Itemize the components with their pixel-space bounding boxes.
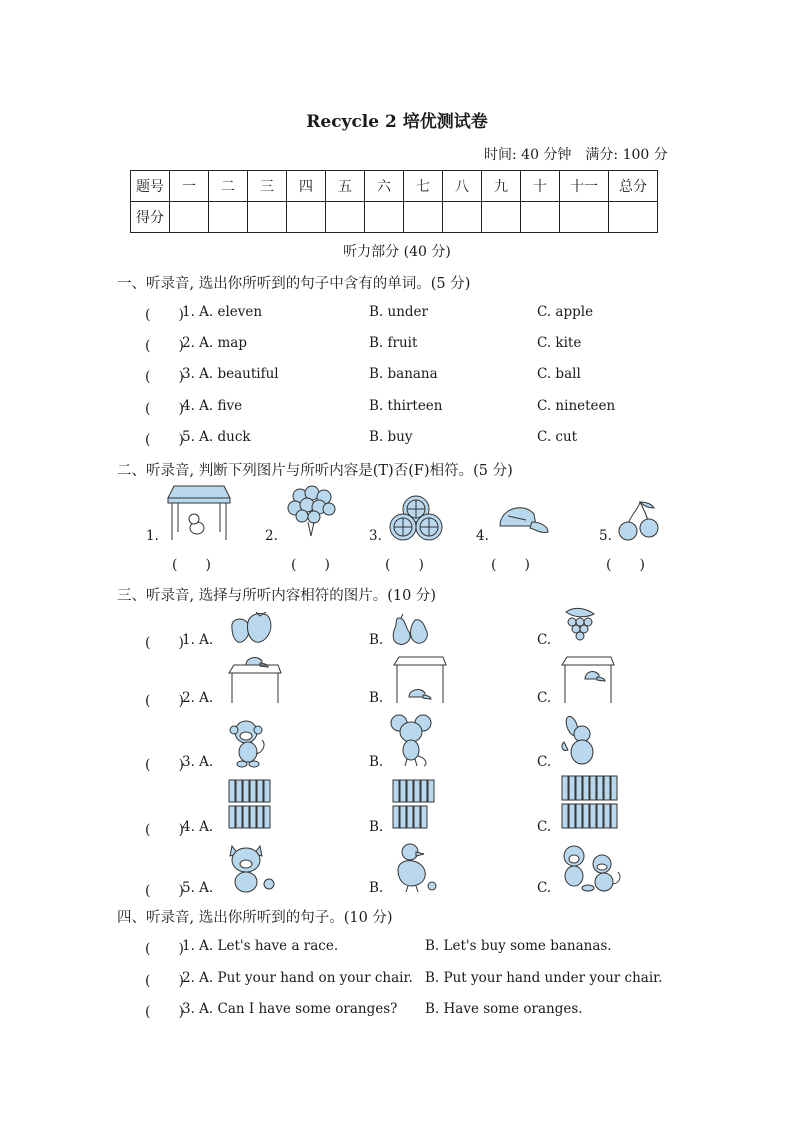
option-c: C. kite bbox=[537, 335, 582, 351]
score-input-cell[interactable] bbox=[365, 202, 404, 233]
option-a: 5. A. bbox=[182, 880, 214, 896]
answer-paren[interactable]: ( ) bbox=[145, 401, 184, 417]
answer-paren[interactable]: ( ) bbox=[145, 307, 184, 323]
score-cell: 五 bbox=[326, 171, 365, 202]
option-a: 2. A. map bbox=[182, 335, 247, 351]
option-b: B. thirteen bbox=[369, 398, 443, 414]
option-a: 2. A. Put your hand on your chair. bbox=[182, 970, 413, 986]
score-cell: 六 bbox=[365, 171, 404, 202]
score-cell: 八 bbox=[443, 171, 482, 202]
option-a: 4. A. bbox=[182, 819, 214, 835]
score-input-cell[interactable] bbox=[609, 202, 658, 233]
option-c: C. bbox=[537, 632, 552, 648]
pears-icon bbox=[391, 614, 431, 646]
option-c: C. bbox=[537, 690, 552, 706]
answer-paren[interactable]: ( ) bbox=[145, 1004, 184, 1020]
answer-paren[interactable]: ( ) bbox=[145, 973, 184, 989]
item-number: 3. bbox=[369, 528, 382, 544]
option-b: B. bbox=[369, 632, 384, 648]
score-cell: 题号 bbox=[131, 171, 170, 202]
monkeys-icon bbox=[558, 844, 624, 894]
answer-paren[interactable]: ( ) bbox=[145, 883, 184, 899]
option-c: C. bbox=[537, 819, 552, 835]
cap-under-table-icon bbox=[393, 655, 447, 705]
option-a: 3. A. bbox=[182, 754, 214, 770]
option-a: 4. A. five bbox=[182, 398, 243, 414]
answer-paren[interactable]: ( ) bbox=[145, 757, 184, 773]
answer-paren[interactable]: ( ) bbox=[145, 338, 184, 354]
score-input-cell[interactable] bbox=[560, 202, 609, 233]
option-b: B. bbox=[369, 819, 384, 835]
mouse-icon bbox=[390, 714, 432, 768]
score-input-cell[interactable] bbox=[521, 202, 560, 233]
option-b: B. bbox=[369, 880, 384, 896]
answer-paren[interactable]: ( ) bbox=[606, 557, 645, 573]
option-b: B. bbox=[369, 690, 384, 706]
score-input-cell[interactable] bbox=[326, 202, 365, 233]
duck-icon bbox=[392, 840, 442, 894]
bottles-group-b-icon bbox=[392, 778, 440, 832]
score-cell: 二 bbox=[209, 171, 248, 202]
answer-paren[interactable]: ( ) bbox=[172, 557, 211, 573]
score-table-score-row bbox=[131, 202, 658, 233]
score-cell: 总分 bbox=[609, 171, 658, 202]
section4-heading: 四、听录音, 选出你所听到的句子。(10 分) bbox=[117, 910, 393, 926]
exam-meta: 时间: 40 分钟 满分: 100 分 bbox=[484, 147, 668, 163]
option-c: C. apple bbox=[537, 304, 594, 320]
rabbit-icon bbox=[560, 716, 600, 768]
option-b: B. Have some oranges. bbox=[425, 1001, 583, 1017]
answer-paren[interactable]: ( ) bbox=[145, 369, 184, 385]
option-c: C. bbox=[537, 754, 552, 770]
grapes-icon bbox=[560, 606, 600, 646]
option-a: 1. A. bbox=[182, 632, 214, 648]
option-a: 5. A. duck bbox=[182, 429, 251, 445]
option-a: 2. A. bbox=[182, 690, 214, 706]
section1-heading: 一、听录音, 选出你所听到的句子中含有的单词。(5 分) bbox=[117, 276, 471, 292]
score-table bbox=[130, 170, 658, 233]
pig-with-apple-icon bbox=[226, 840, 278, 894]
option-b: B. under bbox=[369, 304, 428, 320]
bottles-group-c-icon bbox=[561, 774, 625, 832]
item-number: 5. bbox=[599, 528, 612, 544]
option-b: B. banana bbox=[369, 366, 438, 382]
score-cell: 七 bbox=[404, 171, 443, 202]
strawberries-icon bbox=[228, 608, 276, 646]
section3-heading: 三、听录音, 选择与所听内容相符的图片。(10 分) bbox=[117, 588, 437, 604]
listening-heading: 听力部分 (40 分) bbox=[343, 244, 451, 260]
score-input-cell[interactable] bbox=[248, 202, 287, 233]
option-c: C. cut bbox=[537, 429, 578, 445]
score-cell: 一 bbox=[170, 171, 209, 202]
option-b: B. Put your hand under your chair. bbox=[425, 970, 663, 986]
answer-paren[interactable]: ( ) bbox=[385, 557, 424, 573]
option-c: C. ball bbox=[537, 366, 581, 382]
table-with-cat-icon bbox=[164, 484, 232, 542]
option-a: 3. A. Can I have some oranges? bbox=[182, 1001, 398, 1017]
score-input-cell[interactable] bbox=[404, 202, 443, 233]
score-input-cell[interactable] bbox=[482, 202, 521, 233]
score-table-header-row bbox=[131, 171, 658, 202]
score-cell: 四 bbox=[287, 171, 326, 202]
answer-paren[interactable]: ( ) bbox=[145, 635, 184, 651]
score-input-cell[interactable] bbox=[443, 202, 482, 233]
item-number: 1. bbox=[146, 528, 159, 544]
balloons-icon bbox=[286, 486, 336, 540]
cap-on-table-icon bbox=[228, 655, 282, 705]
option-a: 1. A. eleven bbox=[182, 304, 263, 320]
score-cell: 三 bbox=[248, 171, 287, 202]
option-a: 3. A. beautiful bbox=[182, 366, 279, 382]
score-cell: 九 bbox=[482, 171, 521, 202]
section2-heading: 二、听录音, 判断下列图片与所听内容是(T)否(F)相符。(5 分) bbox=[117, 463, 513, 479]
answer-paren[interactable]: ( ) bbox=[145, 432, 184, 448]
score-row-label: 得分 bbox=[131, 202, 170, 233]
oranges-icon bbox=[389, 494, 443, 544]
bottles-group-a-icon bbox=[228, 778, 276, 832]
option-a: 1. A. Let's have a race. bbox=[182, 938, 339, 954]
score-input-cell[interactable] bbox=[209, 202, 248, 233]
monkey-icon bbox=[226, 718, 268, 768]
answer-paren[interactable]: ( ) bbox=[145, 941, 184, 957]
score-cell: 十一 bbox=[560, 171, 609, 202]
option-b: B. fruit bbox=[369, 335, 418, 351]
cherries-icon bbox=[616, 500, 662, 542]
option-b: B. buy bbox=[369, 429, 413, 445]
answer-paren[interactable]: ( ) bbox=[145, 822, 184, 838]
option-c: C. bbox=[537, 880, 552, 896]
page-title: Recycle 2 培优测试卷 bbox=[306, 112, 488, 132]
answer-paren[interactable]: ( ) bbox=[491, 557, 530, 573]
item-number: 2. bbox=[265, 528, 278, 544]
score-input-cell[interactable] bbox=[287, 202, 326, 233]
answer-paren[interactable]: ( ) bbox=[145, 693, 184, 709]
score-input-cell[interactable] bbox=[170, 202, 209, 233]
score-cell: 十 bbox=[521, 171, 560, 202]
option-b: B. bbox=[369, 754, 384, 770]
option-b: B. Let's buy some bananas. bbox=[425, 938, 612, 954]
cap-at-table-icon bbox=[561, 655, 615, 705]
answer-paren[interactable]: ( ) bbox=[291, 557, 330, 573]
item-number: 4. bbox=[476, 528, 489, 544]
cap-icon bbox=[496, 500, 550, 542]
option-c: C. nineteen bbox=[537, 398, 616, 414]
